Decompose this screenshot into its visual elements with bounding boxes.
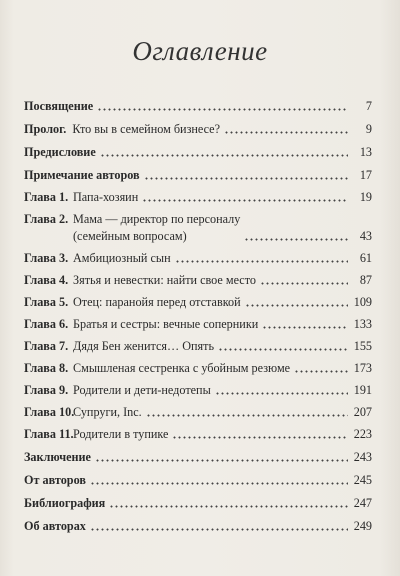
dot-leader — [109, 498, 348, 508]
toc-entry-label: Глава 10. — [24, 405, 75, 419]
toc-entry-page: 207 — [353, 405, 372, 419]
toc-entry-page: 87 — [359, 273, 372, 287]
toc-entry-label: Глава 4. — [24, 273, 69, 287]
toc-entry-page: 133 — [353, 317, 372, 331]
dot-leader — [260, 275, 348, 285]
dot-leader — [175, 253, 348, 263]
toc-entry-page: 191 — [353, 383, 372, 397]
toc-entry-label: Глава 9. — [24, 383, 69, 397]
dot-leader — [100, 147, 348, 157]
toc-entry-label: Глава 7. — [24, 339, 69, 353]
toc-entry — [24, 295, 372, 309]
toc-entry-title: Смышленая сестренка с убойным резюме — [73, 361, 291, 375]
toc-entry-title: Отец: паранойя перед отставкой — [73, 295, 241, 309]
dot-leader — [244, 231, 348, 241]
toc-entry-label: Заключение — [24, 450, 91, 464]
toc-entry — [24, 317, 372, 331]
toc-entry-title: Супруги, Inc. — [73, 405, 142, 419]
toc-entry-label: Предисловие — [24, 145, 96, 159]
toc-entry-page: 13 — [359, 145, 372, 159]
toc-entry — [24, 168, 372, 182]
dot-leader — [142, 192, 348, 202]
dot-leader — [224, 124, 348, 134]
toc-entry — [24, 122, 372, 136]
dot-leader — [95, 452, 348, 462]
table-of-contents — [24, 99, 372, 533]
toc-entry-page: 249 — [353, 519, 372, 533]
dot-leader — [262, 319, 348, 329]
dot-leader — [218, 341, 348, 351]
dot-leader — [245, 297, 348, 307]
toc-entry-label: Пролог. — [24, 122, 67, 136]
toc-entry-page: 173 — [353, 361, 372, 375]
toc-entry-label: Глава 2. — [24, 212, 69, 226]
toc-entry — [24, 339, 372, 353]
dot-leader — [172, 429, 348, 439]
toc-entry-title: Родители в тупике — [73, 427, 169, 441]
toc-entry-label: Глава 8. — [24, 361, 69, 375]
toc-entry-title: Мама — директор по персоналу — [73, 212, 241, 226]
dot-leader — [97, 101, 348, 111]
toc-entry-title: Братья и сестры: вечные соперники — [73, 317, 259, 331]
toc-entry-label: Глава 1. — [24, 190, 69, 204]
toc-entry-title: Амбициозный сын — [73, 251, 171, 265]
toc-entry-title-continued: (семейным вопросам) — [73, 229, 187, 243]
toc-entry-title: Дядя Бен женится… Опять — [73, 339, 215, 353]
toc-entry — [24, 273, 372, 287]
page-title: Оглавление — [132, 36, 268, 66]
dot-leader — [146, 407, 348, 417]
toc-entry-label: Глава 5. — [24, 295, 69, 309]
toc-entry — [24, 450, 372, 464]
toc-entry-label: Посвящение — [24, 99, 94, 113]
toc-entry — [24, 251, 372, 265]
toc-entry-label: Глава 6. — [24, 317, 69, 331]
toc-entry — [24, 190, 372, 204]
toc-entry — [24, 99, 372, 113]
dot-leader — [294, 363, 348, 373]
toc-entry — [24, 519, 372, 533]
toc-entry — [24, 361, 372, 375]
toc-entry-page: 155 — [353, 339, 372, 353]
dot-leader — [90, 475, 348, 485]
toc-entry-title: Папа-хозяин — [73, 190, 139, 204]
toc-entry-title: Кто вы в семейном бизнесе? — [72, 122, 220, 136]
toc-entry-page: 247 — [353, 496, 372, 510]
toc-entry — [24, 496, 372, 510]
toc-entry-page: 223 — [353, 427, 372, 441]
toc-entry — [24, 473, 372, 487]
toc-entry-page: 245 — [353, 473, 372, 487]
toc-entry — [24, 427, 372, 441]
toc-entry-label: Глава 11. — [24, 427, 74, 441]
toc-entry-title: Родители и дети-недотепы — [73, 383, 211, 397]
toc-entry-label: Глава 3. — [24, 251, 69, 265]
dot-leader — [90, 521, 348, 531]
toc-entry-page: 109 — [353, 295, 372, 309]
toc-entry-label: Об авторах — [24, 519, 86, 533]
toc-entry — [24, 145, 372, 159]
toc-entry — [24, 383, 372, 397]
toc-entry — [24, 405, 372, 419]
toc-entry-label: От авторов — [24, 473, 86, 487]
toc-entry-page: 61 — [359, 251, 372, 265]
toc-entry-page: 243 — [353, 450, 372, 464]
toc-entry-title: Зятья и невестки: найти свое место — [73, 273, 256, 287]
dot-leader — [144, 170, 348, 180]
dot-leader — [215, 385, 348, 395]
toc-entry-page: 43 — [359, 229, 372, 243]
toc-entry-page: 9 — [365, 122, 372, 136]
toc-entry-label: Библиография — [24, 496, 106, 510]
toc-entry-page: 19 — [359, 190, 372, 204]
toc-entry-page: 17 — [359, 168, 372, 182]
toc-entry — [24, 212, 372, 243]
toc-entry-label: Примечание авторов — [24, 168, 140, 182]
toc-entry-page: 7 — [365, 99, 372, 113]
